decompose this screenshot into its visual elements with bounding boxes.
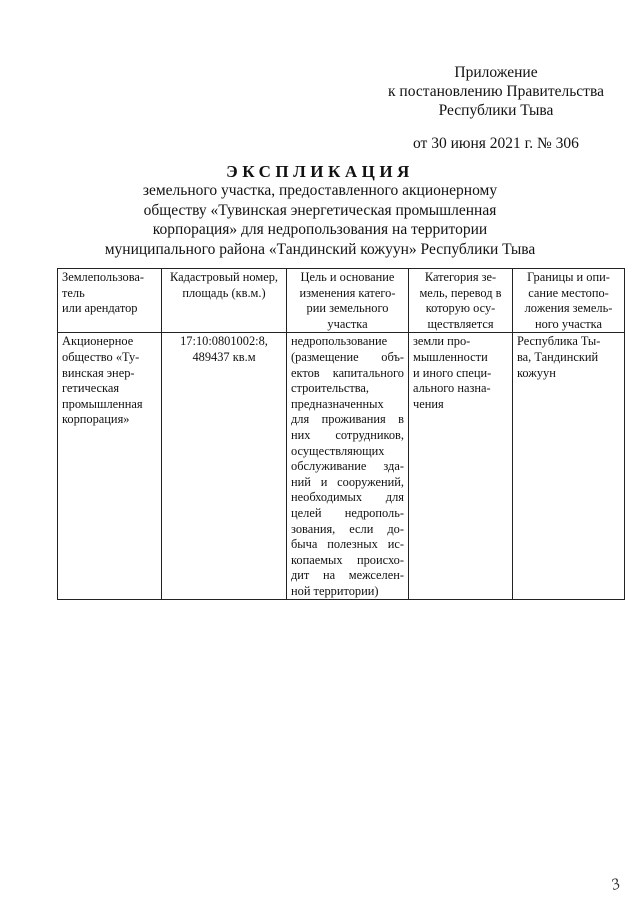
cell-text-line: или арендатор [62,301,138,316]
cell-text-line: чения [413,396,444,411]
cell-text-line: промышленная [62,396,143,411]
table-header-row [58,269,625,333]
cell-text-line: обслуживание зда- [291,459,404,474]
cell-text-line: гетическая [62,381,120,396]
cell-text-line: ной территории) [291,583,379,598]
cell-text-line: Землепользова- [62,270,145,284]
cell-text-line: площадь (кв.м.) [182,285,266,300]
document-title: ЭКСПЛИКАЦИЯ [226,162,414,181]
cell-text-line: 17:10:0801002:8, [180,334,268,349]
cell-text-line: общество «Ту- [62,349,140,364]
cell-text-line: для проживания в [291,412,404,427]
cell-text-line: Категория зе- [424,270,497,284]
page-mark: 3 [609,875,623,894]
cell-purpose [287,333,409,600]
cell-text-line: них сотрудников, [291,427,404,442]
cell-text-line: ний и сооружений, [291,474,404,489]
subtitle-line: земельного участка, предоставленного акционерному [142,182,498,199]
cell-text-line: целей недрополь- [291,505,404,520]
header-cell-category [409,269,513,333]
explication-table [57,268,625,600]
appendix-line: Приложение [454,64,538,81]
cell-text-line: ектов капитального [291,365,404,380]
cell-text-line: Кадастровый номер, [170,270,278,284]
cell-text-line: Акционерное [62,334,134,349]
cell-text-line: ва, Тандинский [517,349,599,364]
document-subtitle [0,181,640,259]
cell-text-line: рии земельного [306,301,389,316]
cell-text-line: ложения земель- [524,301,613,316]
cell-text-line: (размещение объ- [291,349,404,364]
cell-text-line: ного участка [534,316,603,331]
cell-text-line: ществляется [427,316,494,331]
cell-text-line: сание местопо- [528,285,609,300]
header-cell-purpose [287,269,409,333]
appendix-block [360,63,632,120]
cell-cadastral [162,333,287,600]
cell-text-line: участка [327,316,368,331]
appendix-line: Республики Тыва [438,102,554,119]
cell-text-line: кожуун [517,365,556,380]
cell-text-line: ального назна- [413,381,491,396]
subtitle-line: муниципального района «Тандинский кожуун» Республики Тыва [104,240,536,258]
cell-text-line: быча полезных ис- [291,537,404,552]
cell-category [409,333,513,600]
cell-text-line: и иного специ- [413,365,492,380]
header-cell-boundaries [513,269,625,333]
cell-text-line: дит на межселен- [291,568,404,583]
cell-text-line: Республика Ты- [517,334,601,349]
cell-text-line: земли про- [413,334,471,349]
cell-text-line: строительства, [291,381,370,396]
cell-text-line: корпорация» [62,412,130,427]
cell-boundaries [513,333,625,600]
cell-text-line: зования, если до- [291,521,404,536]
table-row [58,333,625,600]
header-cell-land-user [58,269,162,333]
header-cell-cadastral [162,269,287,333]
cell-text-line: мышленности [413,349,488,364]
cell-text-line: 489437 кв.м [192,349,256,364]
cell-text-line: которую осу- [425,301,496,316]
subtitle-line: обществу «Тувинская энергетическая промышленная [143,201,497,219]
cell-text-line: недропользование [291,334,388,349]
cell-text-line: тель [62,285,85,300]
cell-text-line: изменения катего- [299,285,396,300]
cell-text-line: Границы и опи- [527,270,610,284]
cell-text-line: мель, перевод в [419,285,502,300]
cell-text-line: предназначенных [291,396,384,411]
cell-text-line: винская энер- [62,365,135,380]
cell-land-user [58,333,162,600]
cell-text-line: Цель и основание [300,270,395,284]
decree-date: от 30 июня 2021 г. № 306 [413,135,579,152]
cell-text-line: осуществляющих [291,443,385,458]
cell-text-line: копаемых происхо- [291,552,404,567]
subtitle-line: корпорация» для недропользования на территории [152,221,488,238]
cell-text-line: необходимых для [291,490,404,505]
appendix-line: к постановлению Правительства [388,83,604,100]
